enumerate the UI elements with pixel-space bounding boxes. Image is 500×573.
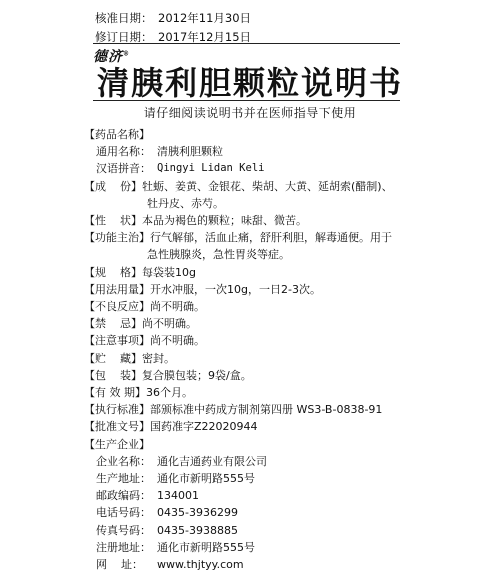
ingredients-value: 牡蛎、姜黄、金银花、柴胡、大黄、延胡索(醋制)、 <box>142 179 393 193</box>
section-approval-number <box>84 418 414 435</box>
section-drug-name <box>84 126 414 143</box>
website-value: www.thjtyy.com <box>157 558 244 572</box>
standard-value: 部颁标准中药成方制剂第四册 WS3-B-0838-91 <box>150 403 383 417</box>
registered-address-value: 通化市新明路555号 <box>157 540 255 554</box>
adverse-label: 【不良反应】 <box>84 300 150 314</box>
fax-value: 0435-3938885 <box>157 523 238 537</box>
fax-row <box>84 522 414 539</box>
validity-label: 【有 效 期】 <box>84 386 146 400</box>
revision-date-row <box>95 28 251 47</box>
section-validity <box>84 384 414 401</box>
approval-date-value: 2012年11月30日 <box>158 11 252 25</box>
company-name-label: 企业名称： <box>96 454 151 468</box>
properties-label: 【性 状】 <box>84 214 142 228</box>
section-package <box>84 367 414 384</box>
postal-code-label: 邮政编码： <box>96 489 151 503</box>
phone-label: 电话号码： <box>96 506 151 520</box>
standard-label: 【执行标准】 <box>84 403 150 417</box>
top-divider <box>93 43 400 44</box>
website-label: 网 址： <box>96 558 143 572</box>
company-name-row <box>84 453 414 470</box>
approval-number-value: 国药准字Z22020944 <box>150 420 258 434</box>
notes-label: 【注意事项】 <box>84 334 150 348</box>
fax-label: 传真号码： <box>96 523 151 537</box>
production-address-value: 通化市新明路555号 <box>157 472 255 486</box>
spec-label: 【规 格】 <box>84 265 142 279</box>
section-usage <box>84 281 414 298</box>
common-name-row <box>84 143 414 160</box>
section-contraindications <box>84 315 414 332</box>
section-specification <box>84 264 414 281</box>
company-name-value: 通化吉通药业有限公司 <box>157 454 267 468</box>
spec-value: 每袋装10g <box>142 265 196 279</box>
postal-code-row <box>84 487 414 504</box>
storage-label: 【贮 藏】 <box>84 351 142 365</box>
pinyin-row <box>84 160 414 177</box>
manufacturer-label: 【生产企业】 <box>84 437 150 451</box>
title-divider <box>93 100 400 101</box>
validity-value: 36个月。 <box>146 386 193 400</box>
section-manufacturer <box>84 436 414 453</box>
approval-number-label: 【批准文号】 <box>84 420 150 434</box>
section-indications <box>84 229 414 246</box>
website-row <box>84 556 414 573</box>
postal-code-value: 134001 <box>157 489 199 503</box>
indications-value: 行气解郁，活血止痛，舒肝利胆，解毒通便。用于 <box>150 231 392 245</box>
indications-continued: 急性胰腺炎，急性胃炎等症。 <box>147 248 290 262</box>
section-ingredients <box>84 178 414 195</box>
ingredients-label: 【成 份】 <box>84 179 142 193</box>
package-value: 复合膜包装；9袋/盒。 <box>142 368 252 382</box>
notes-value: 尚不明确。 <box>150 334 205 348</box>
common-name-label: 通用名称： <box>96 145 151 159</box>
ingredients-continued: 牡丹皮、赤芍。 <box>147 196 224 210</box>
contra-value: 尚不明确。 <box>142 317 197 331</box>
revision-date-label: 修订日期： <box>95 30 153 44</box>
document-title: 清胰利胆颗粒说明书 <box>96 64 403 102</box>
approval-date-row <box>95 9 251 28</box>
properties-value: 本品为褐色的颗粒；味甜、微苦。 <box>142 214 307 228</box>
revision-date-value: 2017年12月15日 <box>158 30 252 44</box>
section-adverse <box>84 298 414 315</box>
production-address-row <box>84 470 414 487</box>
registered-mark: ® <box>123 50 130 58</box>
date-block <box>95 9 251 47</box>
contra-label: 【禁 忌】 <box>84 317 142 331</box>
section-label: 【药品名称】 <box>84 128 150 141</box>
phone-row <box>84 504 414 521</box>
pinyin-label: 汉语拼音： <box>96 162 151 176</box>
phone-value: 0435-3936299 <box>157 506 238 520</box>
usage-label: 【用法用量】 <box>84 282 150 296</box>
pinyin-value: Qingyi Lidan Keli <box>157 162 265 175</box>
approval-date-label: 核准日期： <box>95 11 153 25</box>
production-address-label: 生产地址： <box>96 472 151 486</box>
section-storage <box>84 350 414 367</box>
package-label: 【包 装】 <box>84 368 142 382</box>
storage-value: 密封。 <box>142 351 175 365</box>
registered-address-row <box>84 539 414 556</box>
adverse-value: 尚不明确。 <box>150 300 205 314</box>
brand-logo-text: 德济 <box>93 49 123 65</box>
section-notes <box>84 332 414 349</box>
insert-body <box>84 126 414 573</box>
common-name-value: 清胰利胆颗粒 <box>157 145 223 159</box>
section-standard <box>84 401 414 418</box>
indications-label: 【功能主治】 <box>84 231 150 245</box>
section-properties <box>84 212 414 229</box>
registered-address-label: 注册地址： <box>96 540 151 554</box>
usage-value: 开水冲服，一次10g，一日2-3次。 <box>150 282 321 296</box>
document-subtitle: 请仔细阅读说明书并在医师指导下使用 <box>143 106 357 120</box>
